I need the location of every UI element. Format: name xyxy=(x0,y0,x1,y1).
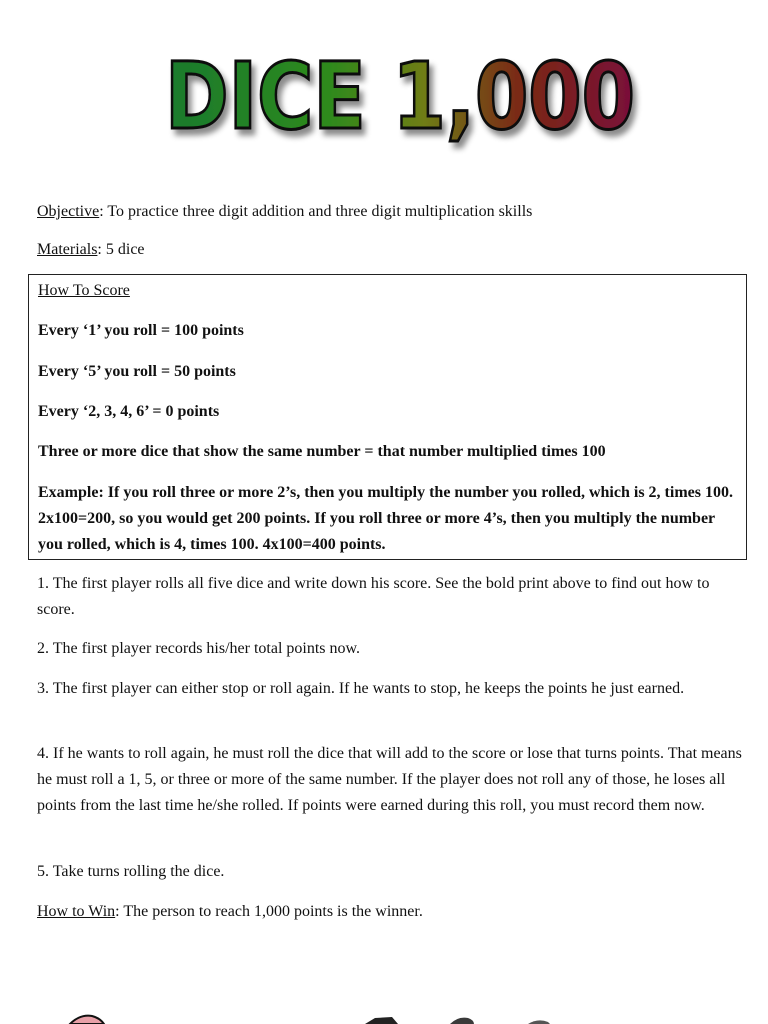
step-4: 4. If he wants to roll again, he must roll the dice that will add to the score or lose that turns points. That means he must roll a 1, 5, or three or more of the same number. If the player does not roll any of those, he loses all points from the last time he/she rolled. If points were earned during this roll, you must record them now. xyxy=(37,745,742,814)
materials-label: Materials xyxy=(37,241,98,258)
score-rule-triples: Three or more dice that show the same number = that number multiplied times 100 xyxy=(38,443,606,460)
score-rule-fives: Every ‘5’ you roll = 50 points xyxy=(38,363,236,380)
materials-text: : 5 dice xyxy=(97,241,145,258)
score-rule-ones: Every ‘1’ you roll = 100 points xyxy=(38,322,244,339)
title-art xyxy=(150,18,650,168)
title-graphic xyxy=(150,18,650,168)
bottom-decoration-art xyxy=(0,1000,768,1024)
objective-text: : To practice three digit addition and three digit multiplication skills xyxy=(99,203,533,220)
objective-line xyxy=(37,202,532,222)
step-3: 3. The first player can either stop or roll again. If he wants to stop, he keeps the points he just earned. xyxy=(37,680,685,697)
how-to-win-label: How to Win xyxy=(37,903,116,920)
materials-line xyxy=(37,240,145,260)
how-to-score-box xyxy=(28,274,747,560)
how-to-win-line xyxy=(37,902,423,922)
step-2: 2. The first player records his/her total points now. xyxy=(37,640,361,657)
objective-label: Objective xyxy=(37,203,100,220)
how-to-win-text: : The person to reach 1,000 points is the winner. xyxy=(115,903,423,920)
step-1: 1. The first player rolls all five dice and write down his score. See the bold print above to find out how to score. xyxy=(37,575,710,618)
step-5: 5. Take turns rolling the dice. xyxy=(37,863,225,880)
score-rule-zeros: Every ‘2, 3, 4, 6’ = 0 points xyxy=(38,403,220,420)
score-example: Example: If you roll three or more 2’s, then you multiply the number you rolled, which is 2, times 100. 2x100=200, so you would get 200 points. If you roll three or more 4’s, then you multiply the number you rolled, which is 4, times 100. 4x100=400 points. xyxy=(38,484,733,553)
score-heading: How To Score xyxy=(38,282,130,299)
page-title: DICE 1,000 xyxy=(165,43,635,150)
